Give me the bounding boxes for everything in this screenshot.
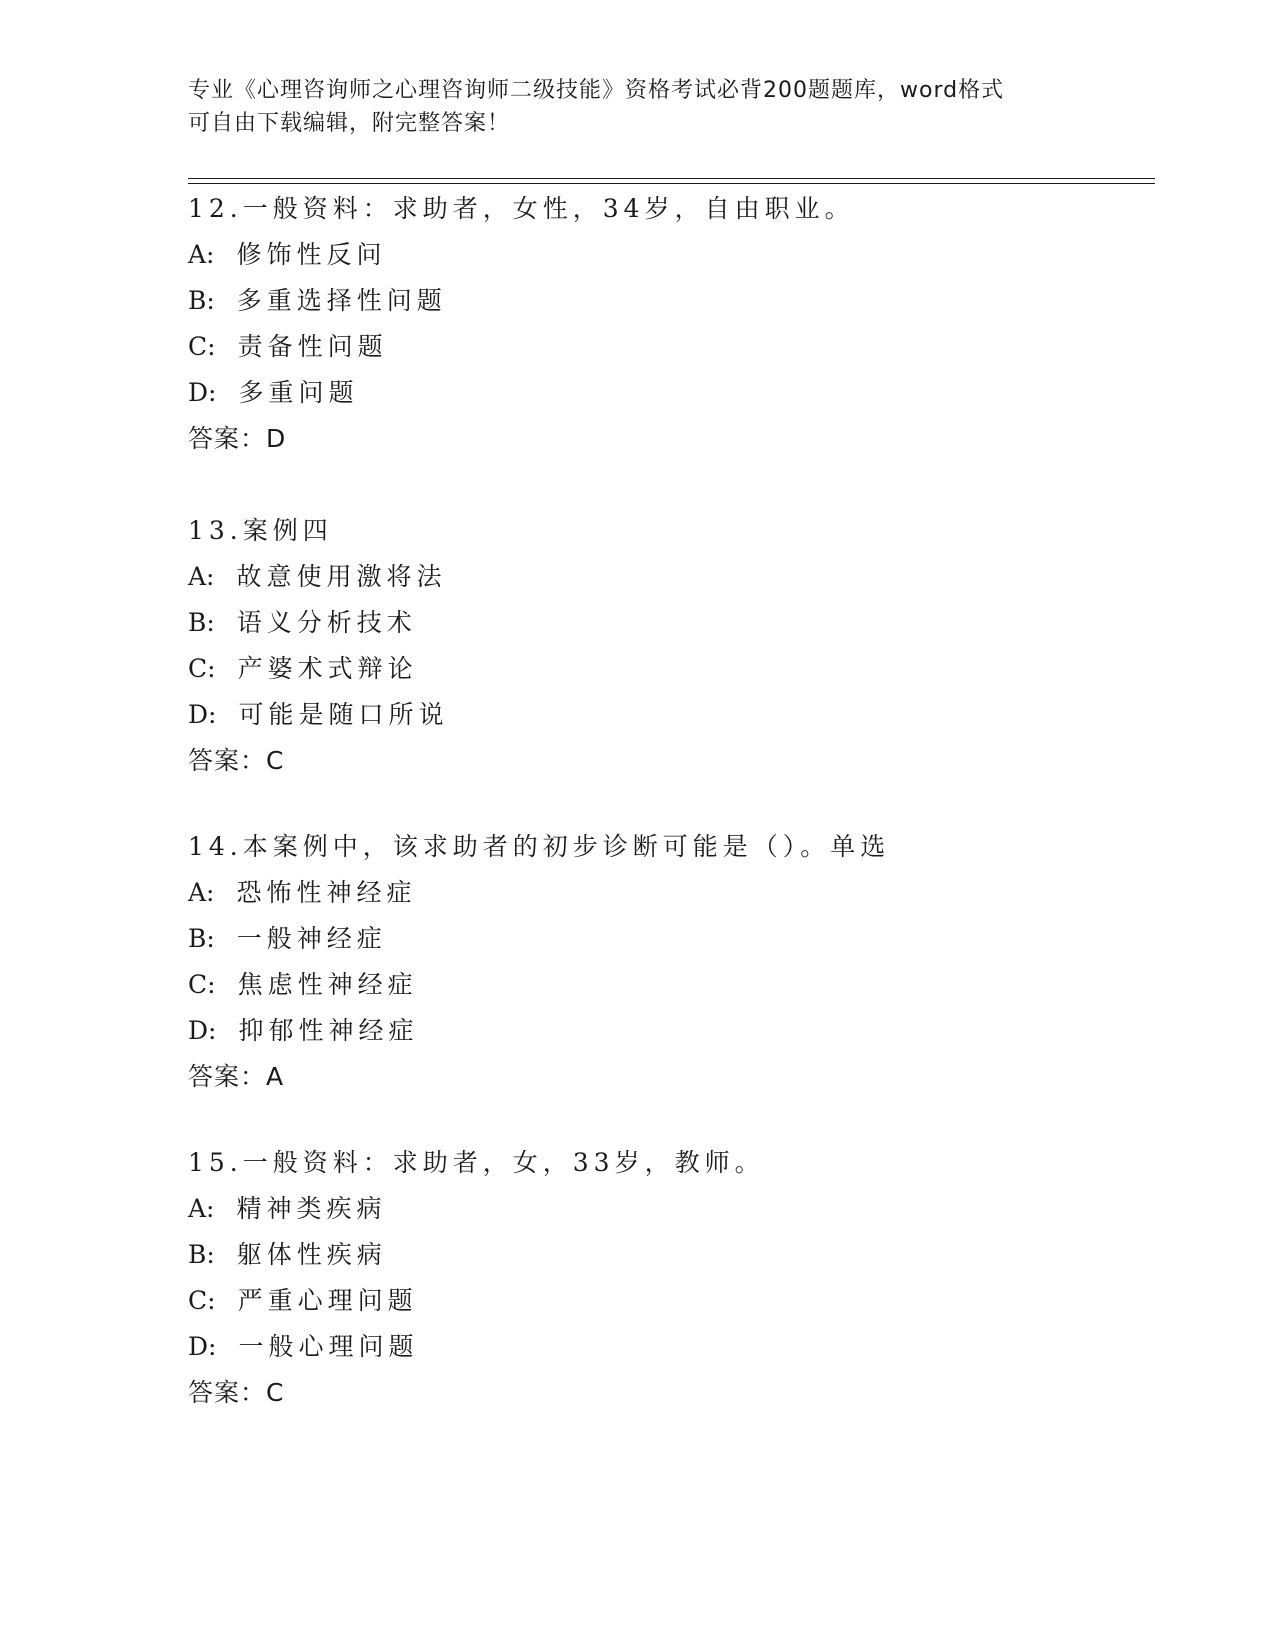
option-key: B:: [188, 608, 215, 637]
answer: 答案：C: [188, 1378, 285, 1407]
option-key: D:: [188, 378, 217, 407]
option-text: 故意使用激将法: [236, 562, 447, 591]
option-text: 一般心理问题: [238, 1332, 419, 1361]
answer: 答案：D: [188, 424, 287, 453]
header-divider-bottom: [188, 183, 1155, 184]
option-text: 责备性问题: [237, 332, 388, 361]
option-text: 多重选择性问题: [236, 286, 447, 315]
option-text: 修饰性反问: [236, 240, 387, 269]
option-key: C:: [188, 332, 216, 361]
header-line-2: 可自由下载编辑，附完整答案！: [188, 111, 511, 136]
option-key: C:: [188, 970, 216, 999]
question-14: [188, 824, 1148, 1100]
option-text: 一般神经症: [236, 924, 387, 953]
question-12: [188, 186, 1148, 462]
option-key: A:: [188, 562, 215, 591]
option-d: [188, 370, 1148, 416]
question-13: [188, 508, 1148, 784]
question-15: [188, 1140, 1148, 1416]
document-header: [188, 74, 1068, 140]
option-key: C:: [188, 654, 216, 683]
option-key: B:: [188, 286, 215, 315]
option-text: 恐怖性神经症: [236, 878, 417, 907]
option-key: A:: [188, 878, 215, 907]
option-text: 抑郁性神经症: [238, 1016, 419, 1045]
option-c: [188, 324, 1148, 370]
question-stem: 15.一般资料：求助者，女，33岁，教师。: [188, 1148, 765, 1177]
option-b: [188, 1232, 1148, 1278]
option-key: C:: [188, 1286, 216, 1315]
option-text: 焦虑性神经症: [237, 970, 418, 999]
option-c: [188, 962, 1148, 1008]
option-text: 躯体性疾病: [236, 1240, 387, 1269]
answer: 答案：C: [188, 746, 285, 775]
option-text: 产婆术式辩论: [237, 654, 418, 683]
option-d: [188, 692, 1148, 738]
question-stem: 14.本案例中，该求助者的初步诊断可能是（）。单选: [188, 832, 891, 861]
option-a: [188, 1186, 1148, 1232]
option-text: 精神类疾病: [236, 1194, 387, 1223]
option-key: D:: [188, 1016, 217, 1045]
option-key: A:: [188, 240, 215, 269]
option-b: [188, 600, 1148, 646]
option-text: 多重问题: [238, 378, 359, 407]
option-b: [188, 916, 1148, 962]
header-divider-top: [188, 178, 1155, 179]
option-d: [188, 1008, 1148, 1054]
option-key: A:: [188, 1194, 215, 1223]
option-key: D:: [188, 1332, 217, 1361]
header-line-1: 专业《心理咨询师之心理咨询师二级技能》资格考试必背200题题库，word格式: [188, 78, 1005, 103]
option-a: [188, 870, 1148, 916]
option-text: 可能是随口所说: [238, 700, 449, 729]
question-stem: 13.案例四: [188, 516, 333, 545]
question-stem: 12.一般资料：求助者，女性，34岁，自由职业。: [188, 194, 855, 223]
option-key: B:: [188, 1240, 215, 1269]
option-text: 语义分析技术: [236, 608, 417, 637]
option-key: B:: [188, 924, 215, 953]
option-b: [188, 278, 1148, 324]
option-a: [188, 232, 1148, 278]
option-d: [188, 1324, 1148, 1370]
option-key: D:: [188, 700, 217, 729]
option-c: [188, 646, 1148, 692]
answer: 答案：A: [188, 1062, 285, 1091]
option-text: 严重心理问题: [237, 1286, 418, 1315]
option-a: [188, 554, 1148, 600]
option-c: [188, 1278, 1148, 1324]
